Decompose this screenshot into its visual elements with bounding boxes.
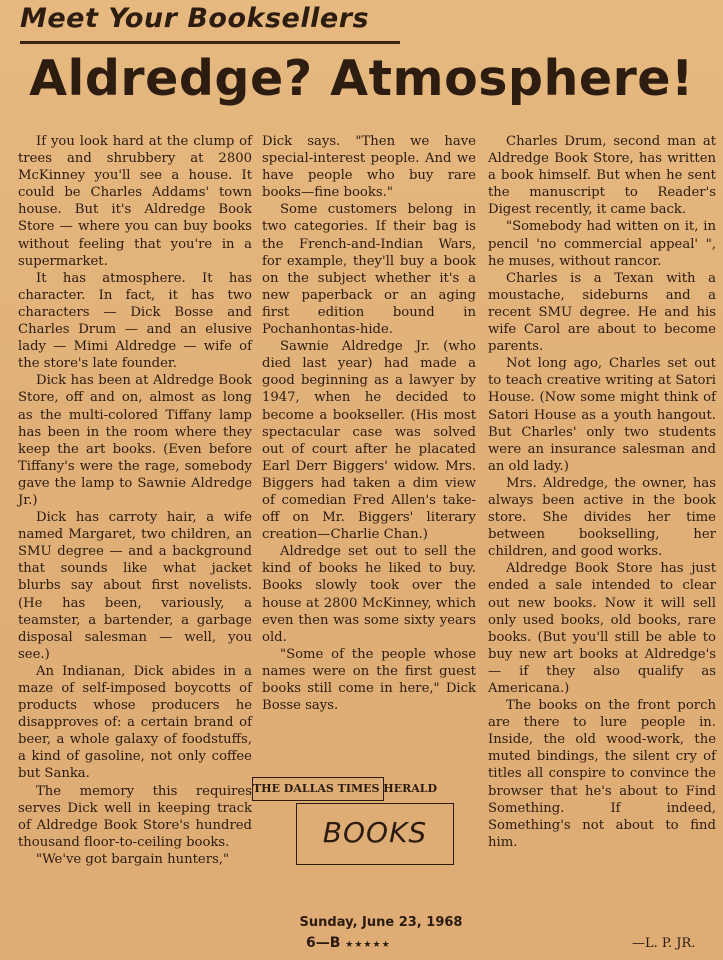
books-section-frame [296, 803, 454, 865]
paragraph: Mrs. Aldredge, the owner, has always been active in the book store. She divides her time between bookselling, her children, and good works. [488, 475, 716, 560]
paragraph: Some customers belong in two categories. If their bag is the French-and-Indian Wars, for example, they'll buy a book on the subject whether it's a new paperback or an aging first edition bound in Pochanhontas-hide. [262, 202, 476, 338]
paragraph: It has atmosphere. It has character. In fact, it has two characters — Dick Bosse and Charles Drum — and an elusive lady — Mimi Aldredge — wife of the store's late founder. [18, 270, 252, 372]
paragraph: If you look hard at the clump of trees and shrubbery at 2800 McKinney you'll see a house. It could be Charles Addams' town house. But it's Aldredge Book Store — where you can buy books without feeling that you're in a supermarket. [18, 134, 252, 269]
paragraph: Aldredge set out to sell the kind of books he liked to buy. Books slowly took over the house at 2800 McKinney, which even then was some sixty years old. [262, 544, 476, 645]
books-section-label: BOOKS [322, 816, 428, 849]
paragraph: "Some of the people whose names were on the first guest books still come in here," Dick Bosse says. [262, 646, 476, 714]
paragraph: "We've got bargain hunters," [36, 851, 230, 867]
paragraph: The books on the front porch are there to lure people in. Inside, the old wood-work, the muted bindings, the silent cry of titles all conspire to convince the browser that he's about to Find Something. If indeed, Something's not about to find him. [488, 698, 716, 850]
paragraph: The memory this requires serves Dick well in keeping track of Aldredge Book Store's hundred thousand floor-to-ceiling books. [18, 783, 252, 850]
page-number [306, 935, 446, 951]
paragraph: Charles is a Texan with a moustache, sideburns and a recent SMU degree. He and his wife Carol are about to become parents. [488, 270, 716, 355]
dateline: Sunday, June 23, 1968 [299, 915, 463, 930]
page-number-text: 6—B [306, 935, 341, 951]
paragraph: Aldredge Book Store has just ended a sale intended to clear out new books. Now it will sell only used books, old books, rare books. (But you'll still be able to buy new art books at Aldredge's — if they also qualify as Americana.) [488, 561, 716, 696]
kicker-underline [20, 41, 400, 44]
edition-stars-icon: ★★★★★ [345, 940, 391, 950]
paragraph: Charles Drum, second man at Aldredge Book Store, has written a book himself. But when he sent the manuscript to Reader's Digest recently, it came back. [488, 134, 716, 218]
author-signature: —L. P. JR. [632, 936, 696, 951]
paragraph: "Somebody had witten on it, in pencil 'no commercial appeal' ", he muses, without rancor. [488, 219, 716, 269]
article-column-2 [262, 133, 476, 714]
paragraph: Not long ago, Charles set out to teach creative writing at Satori House. (Now some might think of Satori House as a youth hangout. But Charles' only two students were an insurance salesman and an old lady.) [488, 356, 716, 474]
article-column-3 [488, 133, 716, 851]
headline: Aldredge? Atmosphere! [29, 50, 694, 107]
section-logo [246, 773, 458, 873]
paragraph: Dick has been at Aldredge Book Store, off and on, almost as long as the multi-colored Tiffany lamp has been in the room where they keep the art books. (Even before Tiffany's were the rage, somebody gave the lamp to Sawnie Aldredge Jr.) [18, 373, 252, 508]
paragraph: Sawnie Aldredge Jr. (who died last year) had made a good beginning as a lawyer by 1947, when he decided to become a bookseller. (His most spectacular case was solved out of court after he placated Earl Derr Biggers' widow. Mrs. Biggers had taken a dim view of comedian Fred Allen's take-off on Mr. Biggers' literary creation—Charlie Chan.) [262, 339, 476, 543]
article-column-1 [18, 133, 252, 868]
paragraph: Dick says. "Then we have special-interest people. And we have people who buy rare books—fine books." [262, 134, 476, 201]
paragraph: Dick has carroty hair, a wife named Margaret, two children, an SMU degree — and a background that sounds like what jacket blurbs say about first novelists. (He has been, variously, a teamster, a bartender, a garbage disposal salesman — well, you see.) [18, 510, 252, 662]
paragraph: An Indianan, Dick abides in a maze of self-imposed boycotts of products whose producers he disapproves of: a certain brand of beer, a whole galaxy of foodstuffs, a kind of gasoline, not only coffee but Sanka. [18, 663, 252, 782]
newspaper-masthead: THE DALLAS TIMES HERALD [252, 777, 384, 801]
section-kicker: Meet Your Booksellers [20, 3, 370, 34]
